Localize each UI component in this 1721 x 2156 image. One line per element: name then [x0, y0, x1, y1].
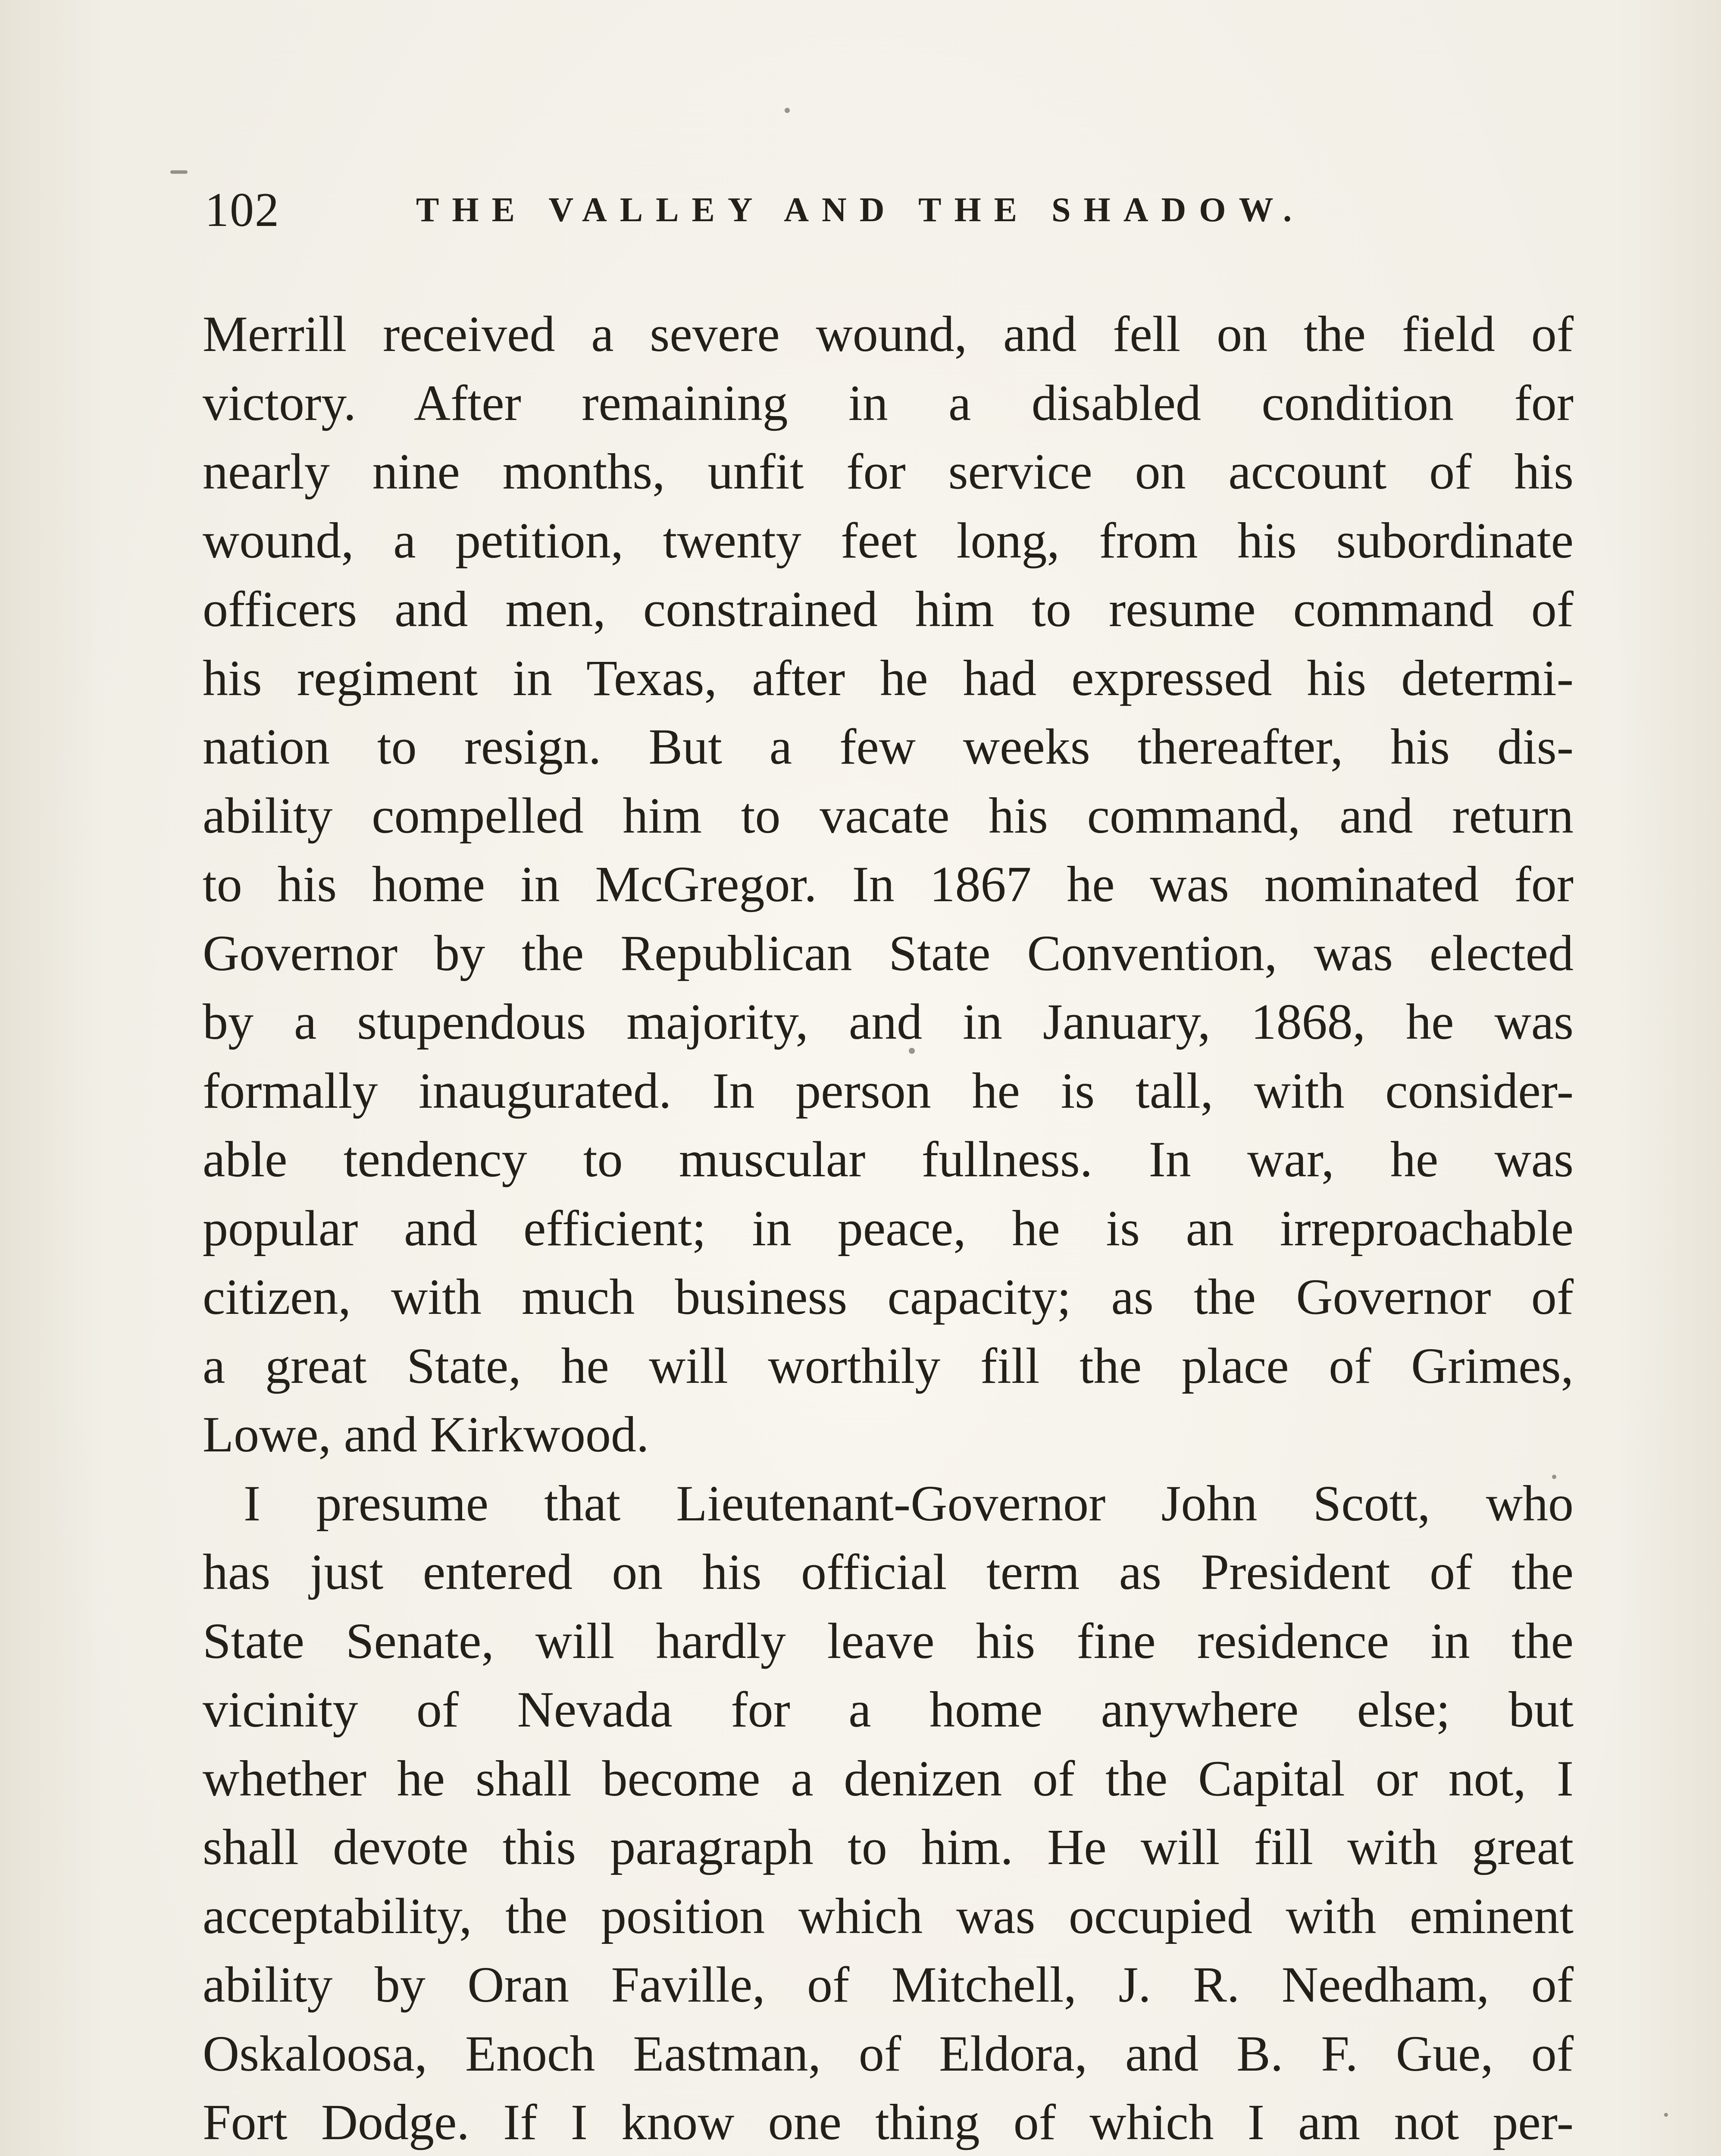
text-line: nearly nine months, unfit for service on account of his	[203, 443, 1574, 500]
text-line: ability compelled him to vacate his command, and return	[203, 787, 1574, 844]
text-line: ability by Oran Faville, of Mitchell, J. R. Needham, of	[203, 1956, 1574, 2013]
print-speck	[1664, 2113, 1668, 2117]
text-line: formally inaugurated. In person he is tall, with consider-	[203, 1062, 1574, 1119]
text-line: acceptability, the position which was occupied with eminent	[203, 1887, 1574, 1944]
text-line: has just entered on his official term as President of the	[203, 1544, 1574, 1600]
text-line: shall devote this paragraph to him. He will fill with great	[203, 1819, 1574, 1875]
page-number: 102	[205, 183, 280, 237]
text-line: by a stupendous majority, and in January, 1868, he was	[203, 993, 1574, 1050]
text-line: vicinity of Nevada for a home anywhere else; but	[203, 1681, 1574, 1738]
text-line: Oskaloosa, Enoch Eastman, of Eldora, and B. F. Gue, of	[203, 2025, 1574, 2082]
print-speck	[785, 108, 790, 113]
text-line: whether he shall become a denizen of the Capital or not, I	[203, 1750, 1574, 1807]
text-line: Fort Dodge. If I know one thing of which I am not per-	[203, 2094, 1574, 2150]
text-line: a great State, he will worthily fill the place of Grimes,	[203, 1337, 1574, 1394]
text-line: victory. After remaining in a disabled condition for	[203, 374, 1574, 431]
text-line: Governor by the Republican State Convention, was elected	[203, 924, 1574, 981]
paragraph-start-line: I presume that Lieutenant-Governor John Scott, who	[244, 1475, 1574, 1532]
page-header	[205, 178, 1584, 242]
text-line: able tendency to muscular fullness. In war, he was	[203, 1131, 1574, 1188]
text-line: his regiment in Texas, after he had expressed his determi-	[203, 649, 1574, 706]
body-text	[203, 300, 1574, 2156]
text-line: wound, a petition, twenty feet long, from his subordinate	[203, 512, 1574, 569]
print-speck	[170, 170, 188, 174]
text-line: State Senate, will hardly leave his fine residence in the	[203, 1612, 1574, 1669]
text-line: officers and men, constrained him to resume command of	[203, 581, 1574, 637]
text-line: citizen, with much business capacity; as the Governor of	[203, 1269, 1574, 1325]
running-head: THE VALLEY AND THE SHADOW.	[416, 191, 1305, 229]
text-line: Lowe, and Kirkwood.	[203, 1406, 649, 1463]
text-line: nation to resign. But a few weeks thereafter, his dis-	[203, 718, 1574, 775]
text-line: popular and efficient; in peace, he is an irreproachable	[203, 1200, 1574, 1257]
text-line: Merrill received a severe wound, and fell on the field of	[203, 306, 1574, 362]
text-line: to his home in McGregor. In 1867 he was nominated for	[203, 856, 1574, 912]
